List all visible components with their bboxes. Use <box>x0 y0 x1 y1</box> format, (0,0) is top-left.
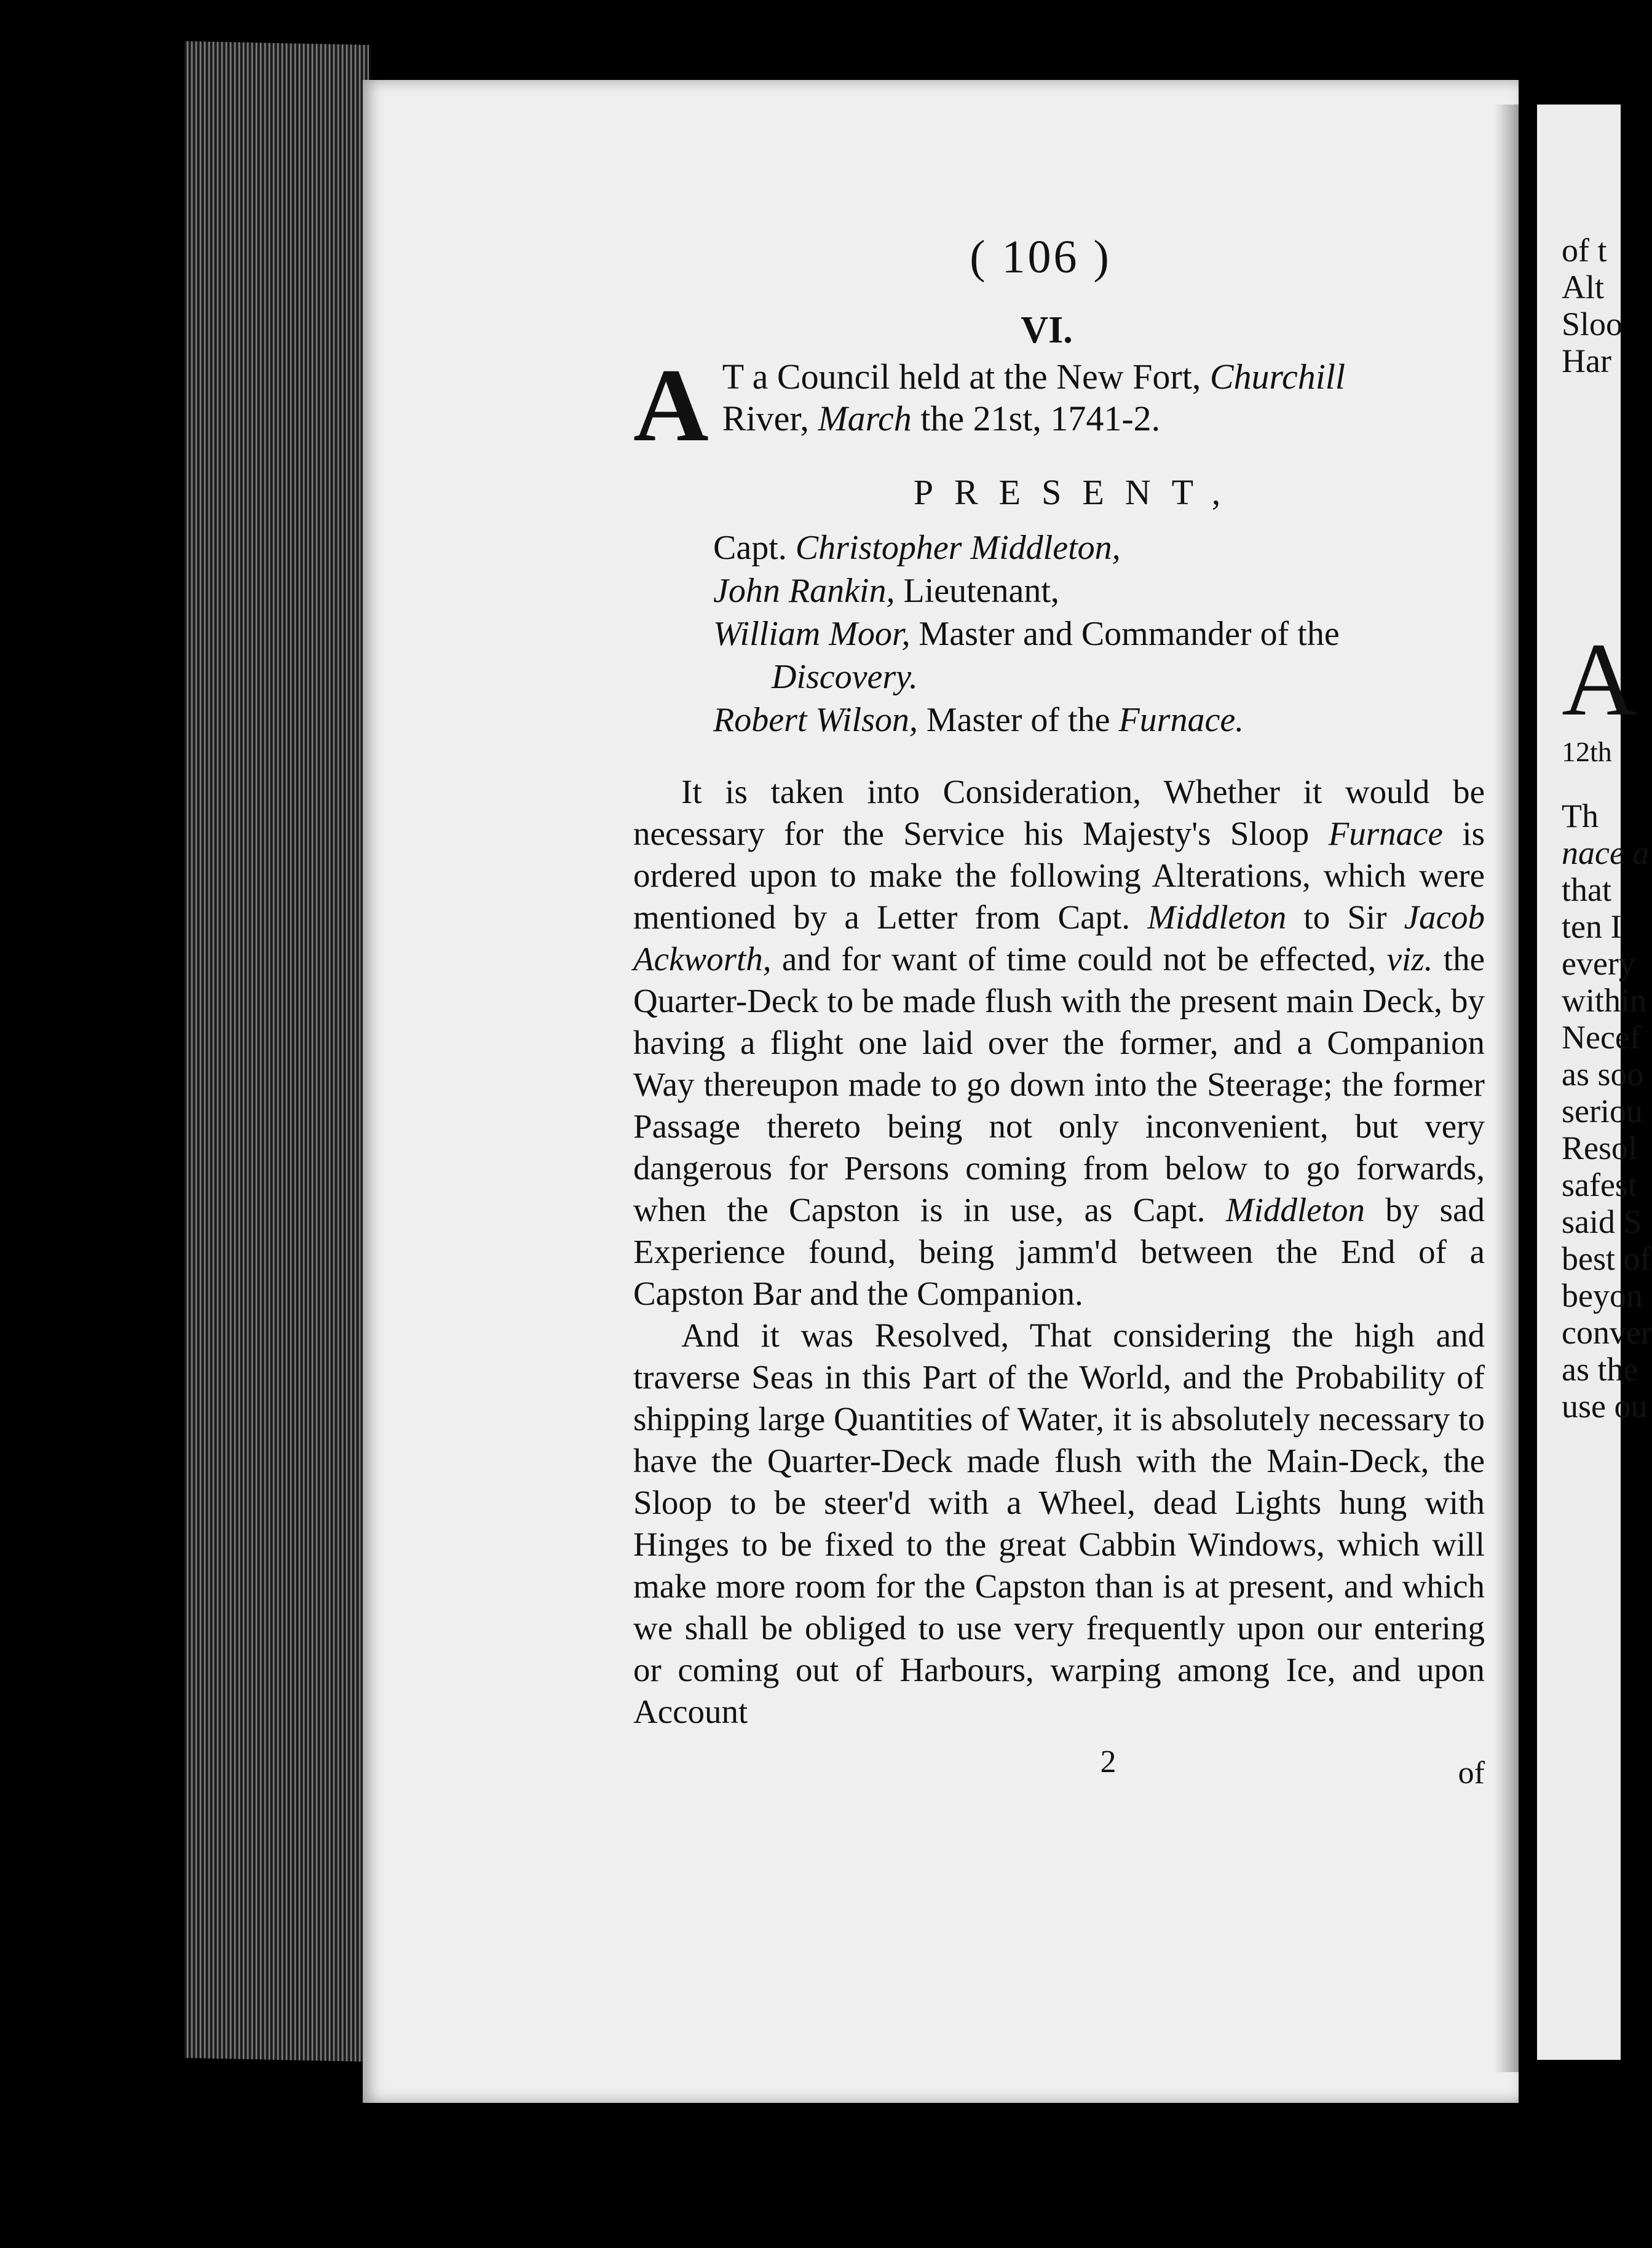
page-footer <box>633 1744 1485 1791</box>
adjacent-page-text: 12th <box>1562 736 1612 767</box>
page-text-block <box>633 231 1485 1791</box>
adjacent-page-text: nace a <box>1562 834 1650 871</box>
paragraph-resolution: And it was Resolved, That considering the high and traverse Seas in this Part of the World, and the Probability of shipping large Quantities of Water, it is absolutely necessary to have the Quarter-Deck made flush with the Main-Deck, the Sloop to be steer'd with a Wheel, dead Lights hung with Hinges to be fixed to the great Cabbin Windows, which will make more room for the Capston than is at present, and which we shall be obliged to use very frequently upon our entering or coming out of Harbours, warping among Ice, and upon Account <box>633 1316 1485 1730</box>
italic-run: Jacob Ackworth, <box>633 898 1485 978</box>
gutter-shadow <box>1494 105 1537 2072</box>
opening-month: March <box>818 398 912 438</box>
drop-cap: A <box>633 347 709 463</box>
adjacent-page-fragment <box>1537 105 1652 2060</box>
text-run: and for want of time could not be effected, <box>771 940 1387 978</box>
adjacent-page-text: as soo <box>1562 1056 1644 1093</box>
adjacent-page-text: Sloo <box>1562 306 1623 342</box>
attendee-role: Master and Commander of the <box>910 615 1340 653</box>
text-run: is ordered upon to make the following Alterations, which were mentioned by a Letter from Capt. <box>633 815 1485 936</box>
adjacent-page-text: within <box>1562 982 1647 1019</box>
attendee-name: Robert Wilson, <box>713 701 918 739</box>
section-heading: VI. <box>1021 309 1073 351</box>
adjacent-page-text: ten I <box>1562 908 1622 945</box>
council-opening <box>633 347 1485 463</box>
opening-text: T a Council held at the New Fort, <box>722 357 1210 397</box>
italic-run: Middleton <box>1225 1191 1365 1229</box>
text-run: It is taken into Consideration, Whether it would be necessary for the Service his Majesty's Sloop <box>633 773 1485 852</box>
catchword: of <box>1458 1755 1485 1791</box>
adjacent-page-text: Resol <box>1562 1130 1638 1166</box>
adjacent-page-text: beyon <box>1562 1277 1643 1314</box>
book-page-edges <box>184 41 371 2062</box>
adjacent-page-text: that <box>1562 871 1611 908</box>
italic-run: Middleton <box>1147 898 1287 936</box>
italic-run: Furnace <box>1328 815 1443 852</box>
adjacent-page-text: seriou <box>1562 1093 1643 1130</box>
italic-run: viz. <box>1386 940 1433 978</box>
attendee <box>713 612 1485 655</box>
adjacent-page-text: as the <box>1562 1351 1638 1388</box>
text-run: by sad Experience found, being jamm'd between the End of a Capston Bar and the Companion. <box>633 1191 1485 1312</box>
adjacent-page-text: A <box>1562 622 1637 737</box>
opening-line2-b: the 21st, 1741-2. <box>911 398 1161 438</box>
adjacent-page-text: safest <box>1562 1166 1637 1203</box>
adjacent-page-text: of t <box>1562 232 1607 269</box>
text-run: to Sir <box>1286 898 1404 936</box>
page-number: ( 106 ) <box>970 231 1112 283</box>
attendee-list <box>713 526 1485 742</box>
attendee <box>713 569 1485 612</box>
opening-place: Churchill <box>1209 357 1346 397</box>
signature-mark: 2 <box>1100 1744 1116 1779</box>
adjacent-page-text: said S <box>1562 1203 1642 1240</box>
present-heading: PRESENT, <box>913 472 1242 512</box>
attendee <box>713 526 1485 569</box>
adjacent-page-text: conver <box>1562 1314 1652 1351</box>
adjacent-page-text: use ou <box>1562 1388 1648 1425</box>
adjacent-page-text: Necef <box>1562 1019 1641 1056</box>
attendee-name: John Rankin, <box>713 572 895 610</box>
attendee-name: Christopher Middleton, <box>795 529 1121 567</box>
opening-line2-a: River, <box>722 398 818 438</box>
adjacent-page-text: Alt <box>1562 269 1605 306</box>
ship-name: Furnace. <box>1118 701 1244 739</box>
adjacent-page-text: Th <box>1562 797 1599 834</box>
paragraph-consideration <box>633 771 1485 1315</box>
text-run: the Quarter-Deck to be made flush with the present main Deck, by having a flight one laid over the former, and a Companion Way thereupon made to go down into the Steerage; the former Passage thereto being not only inconvenient, but very dangerous for Persons coming from below to go forwards, when the Capston is in use, as Capt. <box>633 940 1485 1229</box>
adjacent-page-text: best of <box>1562 1240 1651 1277</box>
attendee-prefix: Capt. <box>713 529 796 567</box>
ship-name: Discovery. <box>772 658 918 696</box>
attendee-role: Master of the <box>917 701 1119 739</box>
attendee-role: Lieutenant, <box>895 572 1059 610</box>
attendee-name: William Moor, <box>713 615 911 653</box>
attendee-continuation <box>772 655 1485 699</box>
attendee <box>713 699 1485 742</box>
adjacent-page-text: Har <box>1562 342 1611 379</box>
adjacent-page-text: every <box>1562 945 1635 982</box>
